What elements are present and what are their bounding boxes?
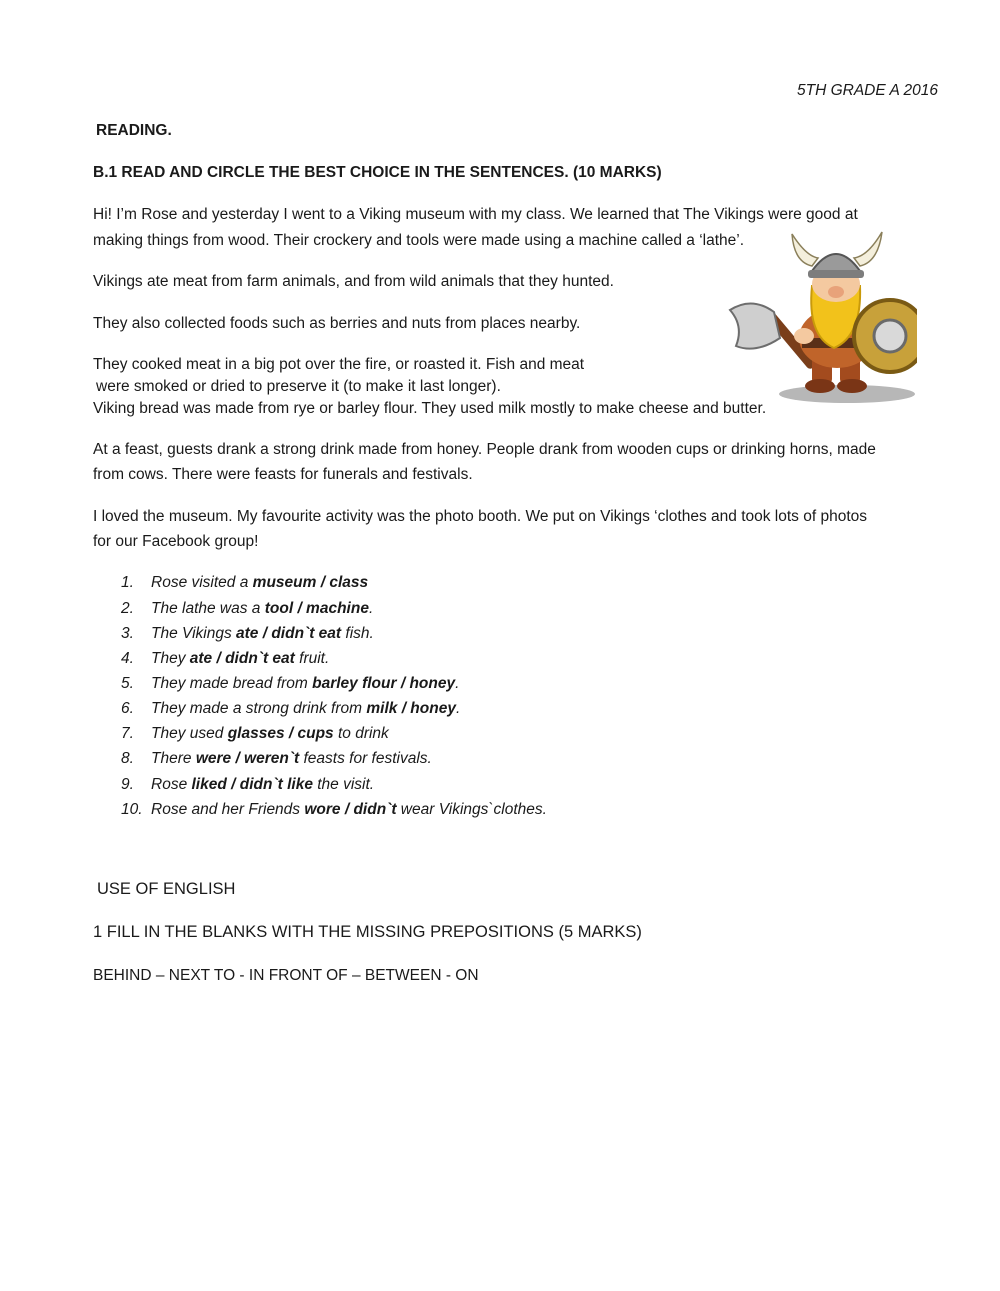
question-3: 3. The Vikings ate / didn`t eat fish. <box>121 625 374 642</box>
question-7: 7. They used glasses / cups to drink <box>121 725 389 742</box>
paragraph-4-line-1: They cooked meat in a big pot over the fire, or roasted it. Fish and meat <box>93 356 585 373</box>
word-bank: BEHIND – NEXT TO - IN FRONT OF – BETWEEN - ON <box>93 967 479 984</box>
answer-choice[interactable]: barley flour / honey <box>312 675 456 692</box>
question-10: 10. Rose and her Friends wore / didn`t wear Vikings`clothes. <box>121 801 547 818</box>
question-6: 6. They made a strong drink from milk / honey. <box>121 700 461 717</box>
paragraph-5-line-1: At a feast, guests drank a strong drink made from honey. People drank from wooden cups or drinking horns, made <box>93 441 876 458</box>
paragraph-4-line-2: were smoked or dried to preserve it (to make it last longer). <box>96 378 501 395</box>
answer-choice[interactable]: glasses / cups <box>227 725 334 742</box>
question-4: 4. They ate / didn`t eat fruit. <box>121 650 330 667</box>
question-1: 1. Rose visited a museum / class <box>121 574 369 591</box>
answer-choice[interactable]: museum / class <box>252 574 369 591</box>
answer-choice[interactable]: wore / didn`t <box>304 801 397 818</box>
question-2: 2. The lathe was a tool / machine. <box>121 600 374 617</box>
use-of-english-heading: USE OF ENGLISH <box>97 880 236 898</box>
reading-heading: READING. <box>96 122 172 139</box>
answer-choice[interactable]: ate / didn`t eat <box>189 650 295 667</box>
answer-choice[interactable]: milk / honey <box>366 700 456 717</box>
question-9: 9. Rose liked / didn`t like the visit. <box>121 776 375 793</box>
answer-choice[interactable]: tool / machine <box>264 600 369 617</box>
grade-label: 5TH GRADE A 2016 <box>797 82 938 99</box>
answer-choice[interactable]: liked / didn`t like <box>191 776 313 793</box>
paragraph-5-line-2: from cows. There were feasts for funerals and festivals. <box>93 466 473 483</box>
viking-warrior-icon <box>722 226 917 408</box>
reading-task-title: B.1 READ AND CIRCLE THE BEST CHOICE IN THE SENTENCES. (10 MARKS) <box>93 164 662 181</box>
answer-choice[interactable]: ate / didn`t eat <box>236 625 342 642</box>
paragraph-3: They also collected foods such as berries and nuts from places nearby. <box>93 315 581 332</box>
paragraph-6-line-1: I loved the museum. My favourite activity was the photo booth. We put on Vikings ‘clothes and took lots of photos <box>93 508 867 525</box>
question-8: 8. There were / weren`t feasts for festivals. <box>121 750 432 767</box>
paragraph-1-line-2: making things from wood. Their crockery and tools were made using a machine called a ‘lathe’. <box>93 232 745 249</box>
question-5: 5. They made bread from barley flour / honey. <box>121 675 460 692</box>
answer-choice[interactable]: were / weren`t <box>195 750 300 767</box>
paragraph-1-line-1: Hi! I’m Rose and yesterday I went to a Viking museum with my class. We learned that The Vikings were good at <box>93 206 858 223</box>
paragraph-4-line-3: Viking bread was made from rye or barley flour. They used milk mostly to make cheese and butter. <box>93 400 767 417</box>
prepositions-task-title: 1 FILL IN THE BLANKS WITH THE MISSING PREPOSITIONS (5 MARKS) <box>93 923 642 941</box>
paragraph-2: Vikings ate meat from farm animals, and from wild animals that they hunted. <box>93 273 614 290</box>
paragraph-6-line-2: for our Facebook group! <box>93 533 259 550</box>
